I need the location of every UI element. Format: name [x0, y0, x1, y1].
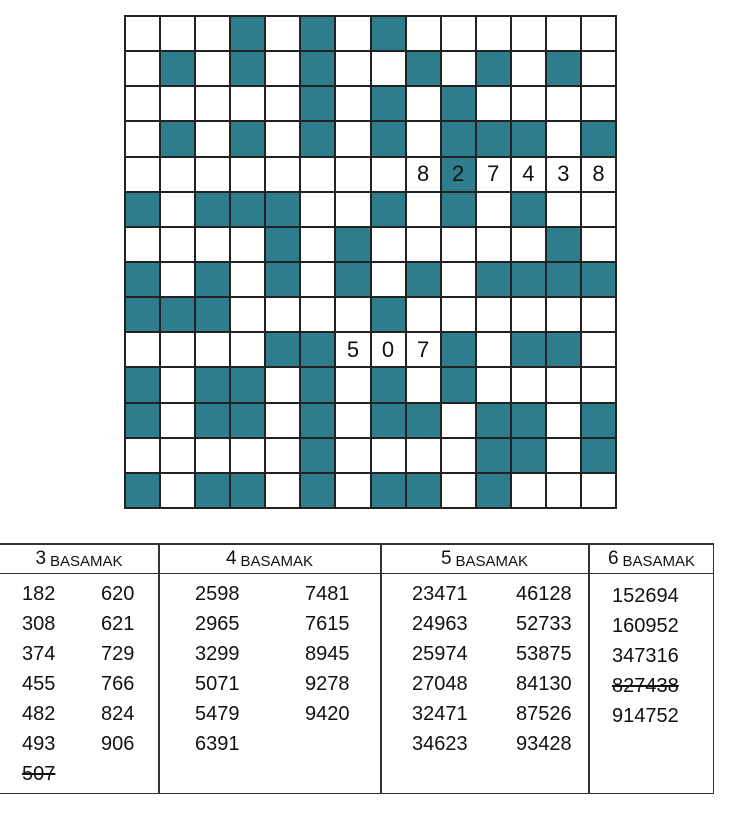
number-list: [305, 579, 350, 729]
grid-cell[interactable]: [406, 16, 441, 51]
grid-cell[interactable]: [581, 192, 616, 227]
blocked-cell: [195, 192, 230, 227]
blocked-cell: [441, 86, 476, 121]
grid-cell[interactable]: [335, 403, 370, 438]
grid-cell[interactable]: [300, 262, 335, 297]
header-digit-count: 3: [35, 548, 47, 569]
grid-cell[interactable]: [546, 192, 581, 227]
blocked-cell: [300, 438, 335, 473]
blocked-cell: [300, 332, 335, 367]
blocked-cell: [160, 121, 195, 156]
grid-cell[interactable]: [265, 297, 300, 332]
grid-cell[interactable]: [265, 51, 300, 86]
clue-number: 766: [101, 673, 135, 695]
number-list: [195, 579, 240, 759]
clue-number: 93428: [516, 733, 572, 755]
grid-cell[interactable]: [511, 297, 546, 332]
blocked-cell: [300, 51, 335, 86]
grid-cell[interactable]: [195, 121, 230, 156]
clue-number: 24963: [412, 613, 468, 635]
blocked-cell: [371, 121, 406, 156]
blocked-cell: [476, 473, 511, 508]
clue-number: 46128: [516, 583, 572, 605]
blocked-cell: [581, 121, 616, 156]
clue-number: 906: [101, 733, 135, 755]
grid-cell[interactable]: [230, 262, 265, 297]
grid-cell[interactable]: [406, 438, 441, 473]
blocked-cell: [125, 367, 160, 402]
clue-column-5: [381, 543, 588, 794]
clue-number: 87526: [516, 703, 572, 725]
grid-cell[interactable]: [265, 121, 300, 156]
header-label: BASAMAK: [240, 553, 314, 570]
grid-cell[interactable]: [335, 86, 370, 121]
grid-cell[interactable]: [230, 86, 265, 121]
grid-cell[interactable]: [265, 438, 300, 473]
blocked-cell: [406, 473, 441, 508]
clue-number: 621: [101, 613, 135, 635]
blocked-cell: [581, 438, 616, 473]
blocked-cell: [371, 367, 406, 402]
clue-number: 5479: [195, 703, 240, 725]
grid-cell[interactable]: [371, 262, 406, 297]
blocked-cell: [125, 297, 160, 332]
grid-cell[interactable]: [581, 51, 616, 86]
blocked-cell: [300, 403, 335, 438]
blocked-cell: [546, 262, 581, 297]
cell-digit: 0: [381, 336, 395, 362]
clue-number: 53875: [516, 643, 572, 665]
grid-cell[interactable]: [441, 438, 476, 473]
grid-cell[interactable]: [511, 473, 546, 508]
grid-cell[interactable]: [265, 473, 300, 508]
grid-cell[interactable]: [371, 51, 406, 86]
grid-cell[interactable]: [441, 297, 476, 332]
grid-cell[interactable]: [546, 297, 581, 332]
clue-number: 914752: [612, 705, 679, 727]
grid-cell[interactable]: [476, 332, 511, 367]
grid-cell[interactable]: [476, 297, 511, 332]
grid-cell[interactable]: [406, 297, 441, 332]
clue-number: 507: [22, 763, 56, 785]
grid-cell[interactable]: [371, 157, 406, 192]
grid-cell[interactable]: [546, 473, 581, 508]
clue-number: 152694: [612, 585, 679, 607]
clue-header-4: [159, 543, 380, 574]
grid-cell[interactable]: [125, 227, 160, 262]
blocked-cell: [546, 332, 581, 367]
grid-cell[interactable]: [441, 262, 476, 297]
grid-cell[interactable]: [230, 297, 265, 332]
grid-cell[interactable]: [511, 157, 546, 192]
blocked-cell: [195, 473, 230, 508]
blocked-cell: [300, 121, 335, 156]
number-list: [412, 579, 468, 759]
number-list: [612, 579, 679, 729]
grid-cell[interactable]: [125, 157, 160, 192]
grid-cell[interactable]: [546, 16, 581, 51]
blocked-cell: [511, 332, 546, 367]
grid-cell[interactable]: [195, 51, 230, 86]
grid-cell[interactable]: [546, 367, 581, 402]
grid-cell[interactable]: [406, 367, 441, 402]
grid-cell[interactable]: [441, 227, 476, 262]
clue-number: 32471: [412, 703, 468, 725]
blocked-cell: [335, 262, 370, 297]
clue-number: 9420: [305, 703, 350, 725]
clue-number: 9278: [305, 673, 350, 695]
grid-cell[interactable]: [546, 403, 581, 438]
grid-cell[interactable]: [511, 227, 546, 262]
header-digit-count: 6: [607, 548, 619, 569]
cell-digit: 2: [452, 161, 465, 187]
clue-number: 7615: [305, 613, 350, 635]
blocked-cell: [335, 227, 370, 262]
grid-cell[interactable]: [125, 51, 160, 86]
cell-digit: 7: [416, 336, 430, 362]
grid-cell[interactable]: [125, 86, 160, 121]
blocked-cell: [511, 121, 546, 156]
puzzle-grid: [124, 15, 617, 509]
grid-cell[interactable]: [230, 332, 265, 367]
cell-digit: 8: [592, 161, 605, 187]
grid-cell[interactable]: [581, 297, 616, 332]
grid-cell[interactable]: [230, 157, 265, 192]
grid-cell[interactable]: [441, 51, 476, 86]
blocked-cell: [160, 297, 195, 332]
blocked-cell: [195, 403, 230, 438]
blocked-cell: [125, 473, 160, 508]
blocked-cell: [511, 192, 546, 227]
clue-number: 482: [22, 703, 56, 725]
grid-cell[interactable]: [511, 86, 546, 121]
header-label: BASAMAK: [455, 553, 529, 570]
blocked-cell: [195, 367, 230, 402]
grid-cell[interactable]: [335, 332, 370, 367]
cell-digit: 7: [487, 161, 500, 187]
grid-cell[interactable]: [476, 367, 511, 402]
blocked-cell: [406, 403, 441, 438]
grid-cell[interactable]: [125, 332, 160, 367]
grid-cell[interactable]: [441, 16, 476, 51]
grid-cell[interactable]: [335, 473, 370, 508]
blocked-cell: [230, 51, 265, 86]
blocked-cell: [511, 262, 546, 297]
grid-cell[interactable]: [476, 227, 511, 262]
grid-cell[interactable]: [160, 227, 195, 262]
grid-cell[interactable]: [125, 438, 160, 473]
clue-number: 182: [22, 583, 56, 605]
blocked-cell: [300, 367, 335, 402]
grid-cell[interactable]: [160, 16, 195, 51]
grid-cell[interactable]: [160, 438, 195, 473]
clue-table: [0, 543, 714, 794]
blocked-cell: [371, 403, 406, 438]
grid-cell[interactable]: [546, 121, 581, 156]
grid-cell[interactable]: [546, 86, 581, 121]
blocked-cell: [300, 473, 335, 508]
blocked-cell: [125, 192, 160, 227]
grid-cell[interactable]: [476, 157, 511, 192]
blocked-cell: [546, 227, 581, 262]
grid-cell[interactable]: [125, 16, 160, 51]
grid-cell[interactable]: [335, 367, 370, 402]
clue-number: 34623: [412, 733, 468, 755]
grid-cell[interactable]: [300, 192, 335, 227]
header-label: BASAMAK: [622, 553, 696, 570]
grid-cell[interactable]: [195, 227, 230, 262]
grid-cell[interactable]: [371, 438, 406, 473]
clue-number: 729: [101, 643, 135, 665]
grid-cell[interactable]: [300, 227, 335, 262]
clue-number: 2965: [195, 613, 240, 635]
clue-number: 455: [22, 673, 56, 695]
cell-digit: 4: [522, 161, 535, 187]
grid-cell[interactable]: [300, 297, 335, 332]
grid-cell[interactable]: [265, 367, 300, 402]
clue-number: 5071: [195, 673, 240, 695]
grid-cell[interactable]: [546, 438, 581, 473]
blocked-cell: [265, 332, 300, 367]
grid-cell[interactable]: [335, 297, 370, 332]
blocked-cell: [441, 367, 476, 402]
grid-cell[interactable]: [230, 227, 265, 262]
grid-cell[interactable]: [265, 157, 300, 192]
blocked-cell: [476, 403, 511, 438]
blocked-cell: [476, 51, 511, 86]
clue-header-3: [0, 543, 158, 574]
clue-number: 25974: [412, 643, 468, 665]
grid-cell[interactable]: [195, 16, 230, 51]
grid-cell[interactable]: [160, 157, 195, 192]
blocked-cell: [371, 86, 406, 121]
grid-cell[interactable]: [335, 51, 370, 86]
grid-cell[interactable]: [476, 16, 511, 51]
blocked-cell: [195, 262, 230, 297]
clue-number: 308: [22, 613, 56, 635]
clue-number: 8945: [305, 643, 350, 665]
grid-cell[interactable]: [581, 16, 616, 51]
grid-cell[interactable]: [195, 86, 230, 121]
header-digit-count: 5: [440, 548, 452, 569]
grid-cell[interactable]: [230, 438, 265, 473]
clue-header-6: [589, 543, 714, 574]
clue-number: 7481: [305, 583, 350, 605]
grid-cell[interactable]: [125, 121, 160, 156]
blocked-cell: [300, 16, 335, 51]
grid-cell[interactable]: [406, 121, 441, 156]
clue-number: 27048: [412, 673, 468, 695]
blocked-cell: [265, 192, 300, 227]
grid-cell[interactable]: [406, 332, 441, 367]
grid-cell[interactable]: [581, 157, 616, 192]
blocked-cell: [581, 262, 616, 297]
clue-column-3: [0, 543, 158, 794]
puzzle-grid-container: [124, 15, 617, 509]
grid-cell[interactable]: [265, 16, 300, 51]
blocked-cell: [476, 121, 511, 156]
blocked-cell: [476, 438, 511, 473]
clue-number: 84130: [516, 673, 572, 695]
clue-number: 23471: [412, 583, 468, 605]
grid-cell[interactable]: [160, 332, 195, 367]
number-list: [101, 579, 134, 759]
grid-cell[interactable]: [335, 192, 370, 227]
grid-cell[interactable]: [476, 86, 511, 121]
grid-cell[interactable]: [160, 403, 195, 438]
grid-cell[interactable]: [476, 192, 511, 227]
blocked-cell: [441, 157, 476, 192]
clue-number: 6391: [195, 733, 240, 755]
grid-cell[interactable]: [195, 438, 230, 473]
grid-cell[interactable]: [581, 86, 616, 121]
clue-number: 3299: [195, 643, 240, 665]
blocked-cell: [160, 51, 195, 86]
clue-number: 824: [101, 703, 135, 725]
blocked-cell: [371, 192, 406, 227]
grid-cell[interactable]: [406, 192, 441, 227]
blocked-cell: [230, 403, 265, 438]
clue-number: 493: [22, 733, 56, 755]
grid-cell[interactable]: [371, 332, 406, 367]
blocked-cell: [300, 86, 335, 121]
blocked-cell: [511, 438, 546, 473]
blocked-cell: [371, 16, 406, 51]
blocked-cell: [406, 51, 441, 86]
grid-cell[interactable]: [300, 157, 335, 192]
grid-cell[interactable]: [160, 192, 195, 227]
grid-cell[interactable]: [546, 157, 581, 192]
header-label: BASAMAK: [50, 553, 123, 570]
grid-cell[interactable]: [406, 227, 441, 262]
grid-cell[interactable]: [265, 86, 300, 121]
grid-cell[interactable]: [160, 262, 195, 297]
grid-cell[interactable]: [371, 227, 406, 262]
grid-cell[interactable]: [195, 332, 230, 367]
cell-digit: 8: [416, 161, 430, 187]
grid-cell[interactable]: [581, 473, 616, 508]
clue-header-5: [381, 543, 588, 574]
clue-number: 52733: [516, 613, 572, 635]
blocked-cell: [230, 121, 265, 156]
cell-digit: 5: [346, 336, 360, 362]
number-list: [516, 579, 572, 759]
blocked-cell: [441, 332, 476, 367]
clue-number: 827438: [612, 675, 679, 697]
number-list: [22, 579, 55, 789]
grid-cell[interactable]: [265, 403, 300, 438]
grid-cell[interactable]: [511, 16, 546, 51]
blocked-cell: [125, 262, 160, 297]
grid-cell[interactable]: [406, 157, 441, 192]
grid-cell[interactable]: [160, 473, 195, 508]
blocked-cell: [230, 367, 265, 402]
grid-cell[interactable]: [511, 51, 546, 86]
clue-number: 347316: [612, 645, 679, 667]
blocked-cell: [230, 16, 265, 51]
blocked-cell: [441, 192, 476, 227]
grid-cell[interactable]: [511, 367, 546, 402]
blocked-cell: [546, 51, 581, 86]
grid-cell[interactable]: [335, 121, 370, 156]
clue-column-4: [159, 543, 380, 794]
blocked-cell: [230, 192, 265, 227]
grid-cell[interactable]: [406, 86, 441, 121]
header-digit-count: 4: [225, 548, 237, 569]
blocked-cell: [371, 297, 406, 332]
grid-cell[interactable]: [160, 367, 195, 402]
clue-number: 160952: [612, 615, 679, 637]
grid-cell[interactable]: [195, 157, 230, 192]
grid-cell[interactable]: [335, 16, 370, 51]
cell-digit: 3: [557, 161, 570, 187]
blocked-cell: [230, 473, 265, 508]
table-right-border: [713, 543, 715, 794]
clue-column-6: [589, 543, 714, 794]
blocked-cell: [265, 227, 300, 262]
blocked-cell: [511, 403, 546, 438]
blocked-cell: [406, 262, 441, 297]
grid-cell[interactable]: [160, 86, 195, 121]
grid-cell[interactable]: [335, 438, 370, 473]
blocked-cell: [581, 403, 616, 438]
clue-number: 620: [101, 583, 135, 605]
clue-number: 374: [22, 643, 56, 665]
blocked-cell: [265, 262, 300, 297]
grid-cell[interactable]: [581, 227, 616, 262]
blocked-cell: [476, 262, 511, 297]
grid-cell[interactable]: [581, 332, 616, 367]
grid-cell[interactable]: [581, 367, 616, 402]
blocked-cell: [441, 121, 476, 156]
clue-number: 2598: [195, 583, 240, 605]
blocked-cell: [371, 473, 406, 508]
grid-cell[interactable]: [335, 157, 370, 192]
blocked-cell: [195, 297, 230, 332]
grid-cell[interactable]: [441, 403, 476, 438]
grid-cell[interactable]: [441, 473, 476, 508]
blocked-cell: [125, 403, 160, 438]
